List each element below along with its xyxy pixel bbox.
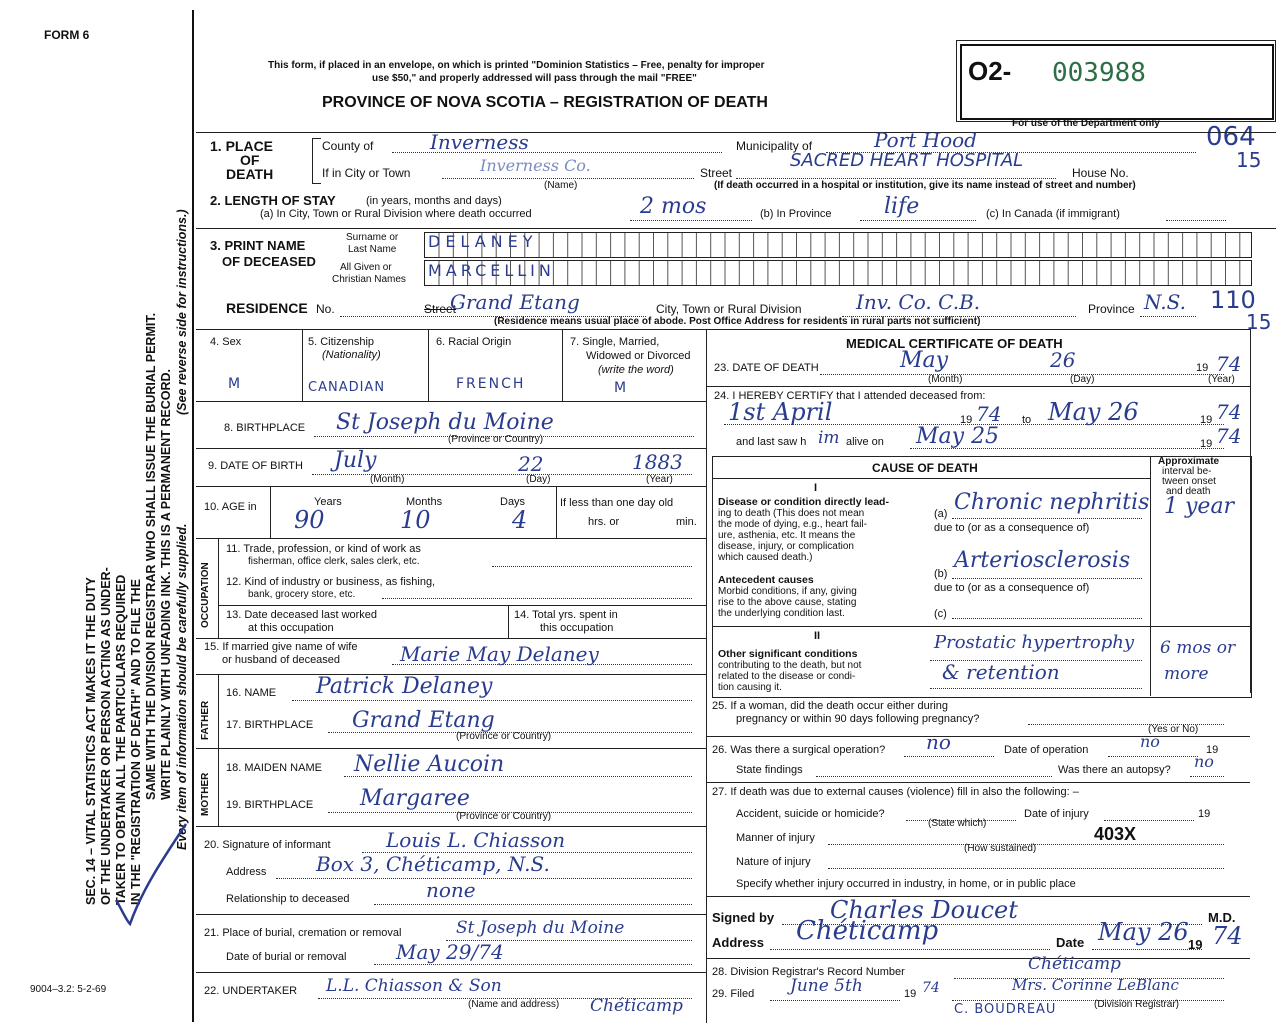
interval-label4: and death bbox=[1166, 486, 1211, 497]
other-line3: related to the disease or condi- bbox=[718, 671, 856, 682]
place-label1: 1. PLACE bbox=[210, 138, 274, 154]
alive-label: alive on bbox=[846, 436, 884, 448]
side-text-line4: IN THE "REGISTRATION OF DEATH" AND TO FILE THE bbox=[129, 579, 143, 905]
other-value2: & retention bbox=[942, 660, 1060, 684]
dept-code1: 064 bbox=[1206, 122, 1256, 152]
father-name: Patrick Delaney bbox=[316, 674, 493, 699]
q27: 27. If death was due to external causes (violence) fill in also the following: – bbox=[712, 786, 1079, 798]
given-value: MARCELLIN bbox=[428, 261, 555, 280]
reg-number: 003988 bbox=[1052, 58, 1146, 88]
med-date: May 26 bbox=[1098, 918, 1189, 946]
record-value: Chéticamp bbox=[1028, 954, 1121, 974]
residence-note: (Residence means usual place of abode. Post Office Address for residents in rural parts not sufficient) bbox=[494, 316, 981, 327]
father-sub: (Province or Country) bbox=[456, 731, 552, 742]
q12a: 12. Kind of industry or business, as fishing, bbox=[226, 576, 436, 588]
dob-year-sub: (Year) bbox=[646, 474, 673, 485]
years-label: Years bbox=[314, 496, 342, 508]
print-code: 9004–3.2: 5-2-69 bbox=[30, 984, 107, 995]
to-cent: 19 bbox=[1200, 414, 1213, 426]
city-value: Inverness Co. bbox=[480, 156, 591, 175]
antecedent-line3: rise to the above cause, stating bbox=[718, 597, 857, 608]
form-label: FORM 6 bbox=[44, 28, 90, 42]
side-text-line1: SEC. 14 – VITAL STATISTICS ACT MAKES IT THE DUTY bbox=[84, 577, 98, 905]
undertaker-label: 22. UNDERTAKER bbox=[204, 985, 298, 997]
to-year: 74 bbox=[1216, 400, 1242, 424]
autopsy-label: Was there an autopsy? bbox=[1058, 764, 1171, 776]
death-year-sub: (Year) bbox=[1208, 374, 1235, 385]
yesno-sub: (Yes or No) bbox=[1148, 724, 1199, 735]
mother-maiden: Nellie Aucoin bbox=[354, 752, 505, 777]
dept-code2: 15 bbox=[1236, 148, 1262, 172]
alive-year: 74 bbox=[1216, 424, 1242, 448]
residence-no-label: No. bbox=[316, 302, 335, 316]
informant-address-label: Address bbox=[226, 866, 267, 878]
death-day: 26 bbox=[1050, 348, 1076, 372]
undertaker-address: Chéticamp bbox=[590, 996, 683, 1016]
lastsaw-label: and last saw h bbox=[736, 436, 807, 448]
signed-value: Charles Doucet bbox=[830, 896, 1018, 924]
stay-b-value: life bbox=[884, 194, 920, 219]
check-mark-icon bbox=[112, 820, 192, 930]
due-to1: due to (or as a consequence of) bbox=[934, 522, 1090, 534]
how-sub: (How sustained) bbox=[964, 843, 1037, 854]
mother-sub: (Province or Country) bbox=[456, 811, 552, 822]
antecedent-line4: the underlying condition last. bbox=[718, 608, 845, 619]
signed-label: Signed by bbox=[712, 910, 775, 925]
marital-label1: 7. Single, Married, bbox=[570, 336, 660, 348]
stay-label: 2. LENGTH OF STAY bbox=[210, 193, 336, 208]
racial-label: 6. Racial Origin bbox=[436, 336, 512, 348]
part1-label: I bbox=[814, 482, 818, 494]
op-cent: 19 bbox=[1206, 744, 1219, 756]
place-label3: DEATH bbox=[226, 166, 274, 182]
filed-year: 74 bbox=[922, 980, 940, 996]
occupation-side: OCCUPATION bbox=[200, 562, 211, 628]
days-label: Days bbox=[500, 496, 526, 508]
q23-label: 23. DATE OF DEATH bbox=[714, 362, 819, 374]
informant-sig: Louis L. Chiasson bbox=[386, 828, 566, 852]
death-year: 74 bbox=[1216, 352, 1242, 376]
birthplace-value: St Joseph du Moine bbox=[336, 410, 554, 435]
dob-month-sub: (Month) bbox=[370, 474, 405, 485]
spouse-value: Marie May Delaney bbox=[400, 642, 599, 666]
dept-use: For use of the Department only bbox=[1012, 118, 1160, 129]
alive-date: May 25 bbox=[916, 424, 1000, 449]
injury-date-label: Date of injury bbox=[1024, 808, 1089, 820]
q13a: 13. Date deceased last worked bbox=[226, 609, 378, 621]
informant-sig-label: 20. Signature of informant bbox=[204, 839, 331, 851]
antecedent-line1: Antecedent causes bbox=[718, 574, 814, 586]
informant-address: Box 3, Chéticamp, N.S. bbox=[316, 852, 550, 876]
q25a: 25. If a woman, did the death occur either during bbox=[712, 700, 949, 712]
q26-value: no bbox=[926, 730, 951, 754]
undertaker-sub: (Name and address) bbox=[468, 999, 560, 1010]
residence-city: Inv. Co. C.B. bbox=[856, 290, 981, 314]
from-cent: 19 bbox=[960, 414, 973, 426]
cause-c-letter: (c) bbox=[934, 608, 947, 620]
undertaker-value: L.L. Chiasson & Son bbox=[326, 976, 502, 996]
days-value: 4 bbox=[512, 506, 528, 534]
house-label: House No. bbox=[1072, 166, 1129, 180]
informant-relation: none bbox=[426, 878, 476, 902]
med-address: Chéticamp bbox=[796, 916, 939, 946]
reg-prefix: O2- bbox=[968, 56, 1012, 86]
q11b: fisherman, office clerk, sales clerk, etc. bbox=[248, 556, 420, 567]
death-day-sub: (Day) bbox=[1070, 374, 1095, 385]
other-value1: Prostatic hypertrophy bbox=[934, 632, 1135, 653]
q14b: this occupation bbox=[540, 622, 614, 634]
death-month: May bbox=[900, 348, 949, 373]
cause-b-value: Arteriosclerosis bbox=[954, 548, 1131, 573]
mother-birthplace-label: 19. BIRTHPLACE bbox=[226, 799, 314, 811]
due-to2: due to (or as a consequence of) bbox=[934, 582, 1090, 594]
state-label: State findings bbox=[736, 764, 803, 776]
given-label2: Christian Names bbox=[332, 274, 406, 285]
stay-b-label: (b) In Province bbox=[760, 208, 832, 220]
accident-label: Accident, suicide or homicide? bbox=[736, 808, 885, 820]
age-label: 10. AGE in bbox=[204, 501, 257, 513]
dob-day: 22 bbox=[518, 452, 544, 476]
op-date: no bbox=[1140, 732, 1160, 751]
citizenship-label1: 5. Citizenship bbox=[308, 336, 375, 348]
autopsy-value: no bbox=[1194, 752, 1214, 771]
medical-title: MEDICAL CERTIFICATE OF DEATH bbox=[846, 336, 1063, 351]
birthplace-label: 8. BIRTHPLACE bbox=[224, 422, 306, 434]
interval-label3: tween onset bbox=[1162, 476, 1216, 487]
mother-maiden-label: 18. MAIDEN NAME bbox=[226, 762, 322, 774]
part2-label: II bbox=[814, 630, 821, 642]
residence-street-label: Street bbox=[424, 302, 457, 316]
attend-from: 1st April bbox=[728, 398, 833, 426]
other-line1: Other significant conditions bbox=[718, 648, 858, 660]
interval-label2: interval be- bbox=[1162, 466, 1212, 477]
citizenship-value: CANADIAN bbox=[308, 380, 386, 395]
main-title: PROVINCE OF NOVA SCOTIA – REGISTRATION OF DEATH bbox=[322, 94, 768, 111]
death-month-sub: (Month) bbox=[928, 374, 963, 385]
lastsaw-fill: im bbox=[818, 428, 840, 448]
side-text-line7: (See reverse side for instructions.) bbox=[175, 209, 189, 415]
med-date-cent: 19 bbox=[1188, 937, 1203, 952]
marital-label3: (write the word) bbox=[598, 364, 674, 376]
specify-label: Specify whether injury occurred in industry, in home, or in public place bbox=[736, 878, 1076, 890]
street-note: (If death occurred in a hospital or institution, give its name instead of street and number) bbox=[714, 180, 1136, 191]
mother-birthplace: Margaree bbox=[360, 786, 470, 811]
racial-value: FRENCH bbox=[456, 376, 526, 392]
dob-year: 1883 bbox=[632, 450, 683, 474]
municipality-label: Municipality of bbox=[736, 139, 813, 153]
other-line4: tion causing it. bbox=[718, 682, 782, 693]
notice-line1: This form, if placed in an envelope, on which is printed "Dominion Statistics – Free, penalty for improper bbox=[268, 60, 765, 71]
municipality-value: Port Hood bbox=[874, 128, 977, 152]
bottom-name: C. BOUDREAU bbox=[954, 1002, 1057, 1017]
years-value: 90 bbox=[294, 506, 325, 534]
name-label2: OF DECEASED bbox=[222, 254, 316, 269]
residence-label: RESIDENCE bbox=[226, 300, 308, 316]
street-label: Street bbox=[700, 166, 733, 180]
manner-label: Manner of injury bbox=[736, 832, 815, 844]
q29: 29. Filed bbox=[712, 988, 755, 1000]
place-label2: OF bbox=[240, 152, 260, 168]
registrar-sub: (Division Registrar) bbox=[1094, 999, 1180, 1010]
surname-grid bbox=[424, 232, 1252, 258]
antecedent-line2: Morbid conditions, if any, giving bbox=[718, 586, 857, 597]
given-label1: All Given or bbox=[340, 262, 392, 273]
side-text-line8: Every item of information should be carefully supplied. bbox=[175, 523, 189, 850]
residence-street: Grand Etang bbox=[450, 290, 580, 314]
marital-label2: Widowed or Divorced bbox=[586, 350, 691, 362]
mother-side: MOTHER bbox=[200, 772, 211, 816]
md-label: M.D. bbox=[1208, 910, 1236, 925]
residence-province-label: Province bbox=[1088, 302, 1135, 316]
cause-a-value: Chronic nephritis bbox=[954, 490, 1150, 515]
dob-label: 9. DATE OF BIRTH bbox=[208, 460, 303, 472]
min-label: min. bbox=[676, 516, 697, 528]
dept-code4: 15 bbox=[1246, 310, 1272, 334]
stay-a-value: 2 mos bbox=[640, 194, 707, 219]
med-address-label: Address bbox=[712, 935, 765, 950]
disease-line5: disease, injury, or complication bbox=[718, 541, 854, 552]
citizenship-label2: (Nationality) bbox=[322, 349, 381, 361]
burial-date-label: Date of burial or removal bbox=[226, 951, 347, 963]
spouse-label1: 15. If married give name of wife bbox=[204, 641, 358, 653]
hrs-label: hrs. or bbox=[588, 516, 620, 528]
name-label1: 3. PRINT NAME bbox=[210, 238, 306, 253]
registrar-value: Mrs. Corinne LeBlanc bbox=[1012, 976, 1179, 994]
spouse-label2: or husband of deceased bbox=[222, 654, 341, 666]
injury-cent: 19 bbox=[1198, 808, 1211, 820]
to-label: to bbox=[1022, 414, 1032, 426]
father-name-label: 16. NAME bbox=[226, 687, 277, 699]
q14a: 14. Total yrs. spent in bbox=[514, 609, 618, 621]
disease-line4: ure, asthenia, etc. It means the bbox=[718, 530, 856, 541]
death-cent: 19 bbox=[1196, 362, 1209, 374]
surname-label2: Last Name bbox=[348, 244, 397, 255]
burial-place: St Joseph du Moine bbox=[456, 918, 625, 938]
cause-a-letter: (a) bbox=[934, 508, 948, 520]
residence-city-label: City, Town or Rural Division bbox=[656, 302, 802, 316]
informant-relation-label: Relationship to deceased bbox=[226, 893, 350, 905]
injury-code: 403X bbox=[1094, 824, 1137, 844]
other-interval1: 6 mos or bbox=[1160, 638, 1236, 658]
county-value: Inverness bbox=[430, 130, 529, 154]
city-label: If in City or Town bbox=[322, 166, 411, 180]
stay-sublabel: (in years, months and days) bbox=[366, 195, 502, 207]
side-text-line5: SAME WITH THE DIVISION REGISTRAR WHO SHALL ISSUE THE BURIAL PERMIT. bbox=[144, 312, 158, 800]
q26: 26. Was there a surgical operation? bbox=[712, 744, 886, 756]
med-date-label: Date bbox=[1056, 935, 1085, 950]
med-date-year: 74 bbox=[1212, 922, 1243, 950]
disease-line3: the mode of dying, e.g., heart fail- bbox=[718, 519, 867, 530]
side-text-line2: OF THE UNDERTAKER OR PERSON ACTING AS UNDER- bbox=[99, 567, 113, 905]
q25b: pregnancy or within 90 days following pregnancy? bbox=[736, 713, 980, 725]
from-year: 74 bbox=[976, 402, 1002, 426]
name-sub: (Name) bbox=[544, 180, 578, 191]
residence-province: N.S. bbox=[1144, 290, 1186, 314]
months-value: 10 bbox=[400, 506, 431, 534]
dob-month: July bbox=[334, 448, 377, 473]
attend-to: May 26 bbox=[1048, 398, 1139, 426]
street-value: SACRED HEART HOSPITAL bbox=[790, 150, 1024, 171]
q24-label: 24. I HEREBY CERTIFY that I attended deceased from: bbox=[714, 390, 986, 402]
father-side: FATHER bbox=[200, 700, 211, 740]
lessday-label: If less than one day old bbox=[560, 497, 674, 509]
months-label: Months bbox=[406, 496, 443, 508]
disease-line6: which caused death.) bbox=[718, 552, 813, 563]
sex-value: M bbox=[228, 376, 241, 392]
notice-line2: use $50," and properly addressed will pass through the mail "FREE" bbox=[372, 73, 697, 84]
side-text-line6: WRITE PLAINLY WITH UNFADING INK. THIS IS A PERMANENT RECORD. bbox=[159, 368, 173, 800]
father-birthplace-label: 17. BIRTHPLACE bbox=[226, 719, 314, 731]
father-birthplace: Grand Etang bbox=[352, 708, 495, 733]
q11a: 11. Trade, profession, or kind of work as bbox=[226, 543, 421, 555]
cause-b-letter: (b) bbox=[934, 568, 948, 580]
q13b: at this occupation bbox=[248, 622, 334, 634]
q28: 28. Division Registrar's Record Number bbox=[712, 966, 905, 978]
marital-value: M bbox=[614, 380, 627, 396]
disease-line2: ing to death (This does not mean bbox=[718, 508, 865, 519]
burial-place-label: 21. Place of burial, cremation or removal bbox=[204, 927, 402, 939]
interval-a-value: 1 year bbox=[1164, 494, 1235, 519]
sex-label: 4. Sex bbox=[210, 336, 242, 348]
burial-date: May 29/74 bbox=[396, 940, 504, 964]
other-line2: contributing to the death, but not bbox=[718, 660, 862, 671]
nature-label: Nature of injury bbox=[736, 856, 811, 868]
dob-day-sub: (Day) bbox=[526, 474, 551, 485]
alive-cent: 19 bbox=[1200, 438, 1213, 450]
q12b: bank, grocery store, etc. bbox=[248, 589, 356, 600]
stay-a-label: (a) In City, Town or Rural Division where death occurred bbox=[260, 208, 532, 220]
filed-value: June 5th bbox=[790, 976, 863, 996]
side-text-line3: TAKER TO OBTAIN ALL THE PARTICULARS REQUIRED bbox=[114, 574, 128, 905]
state-which-sub: (State which) bbox=[928, 818, 987, 829]
county-label: County of bbox=[322, 139, 374, 153]
surname-label1: Surname or bbox=[346, 232, 399, 243]
cause-title: CAUSE OF DEATH bbox=[872, 461, 978, 475]
stay-c-label: (c) In Canada (if immigrant) bbox=[986, 208, 1120, 220]
op-date-label: Date of operation bbox=[1004, 744, 1089, 756]
disease-line1: Disease or condition directly lead- bbox=[718, 496, 889, 508]
birthplace-sub: (Province or Country) bbox=[448, 434, 544, 445]
filed-cent: 19 bbox=[904, 988, 917, 1000]
surname-value: DELANEY bbox=[428, 232, 538, 251]
other-interval2: more bbox=[1164, 664, 1209, 684]
dept-code3: 110 bbox=[1210, 286, 1256, 314]
interval-label1: Approximate bbox=[1158, 456, 1220, 467]
